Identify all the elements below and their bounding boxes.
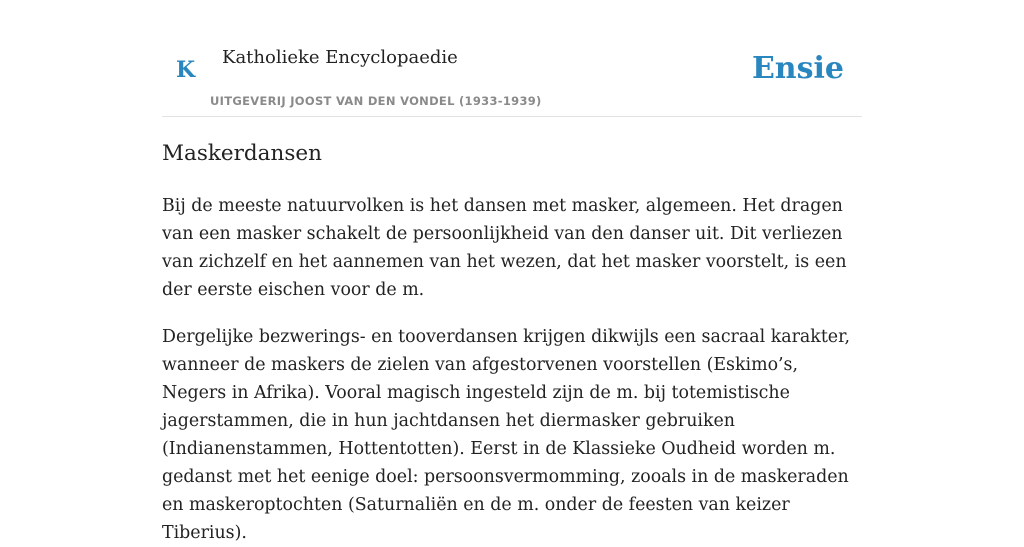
publisher-subtitle: UITGEVERIJ JOOST VAN DEN VONDEL (1933-1939)	[210, 94, 542, 108]
article-paragraph: Bij de meeste natuurvolken is het dansen met masker, algemeen. Het dragen van een masker schakelt de persoonlijkheid van den danser uit. Dit verliezen van zichzelf en het aannemen van het wezen, dat het masker voorstelt, is een der eerste eischen voor de m.	[162, 196, 847, 300]
site-header	[162, 0, 862, 117]
article-title: Maskerdansen	[162, 141, 322, 166]
k-logo-icon[interactable]: K	[176, 57, 196, 83]
article-paragraph: Dergelijke bezwerings- en tooverdansen krijgen dikwijls een sacraal karakter, wanneer de maskers de zielen van afgestorvenen voorstellen (Eskimo’s, Negers in Afrika). Vooral magisch ingesteld zijn de m. bij totemistische jagerstammen, die in hun jachtdansen het diermasker gebruiken (Indianenstammen, Hottentotten). Eerst in de Klassieke Oudheid worden m. gedanst met het eenige doel: persoonsvermomming, zooals in de maskeraden en maskeroptochten (Saturnaliën en de m. onder de feesten van keizer Tiberius).	[162, 327, 851, 543]
site-title[interactable]: Katholieke Encyclopaedie	[222, 47, 458, 68]
ensie-logo-link[interactable]: Ensie	[751, 51, 844, 86]
article	[162, 138, 862, 547]
